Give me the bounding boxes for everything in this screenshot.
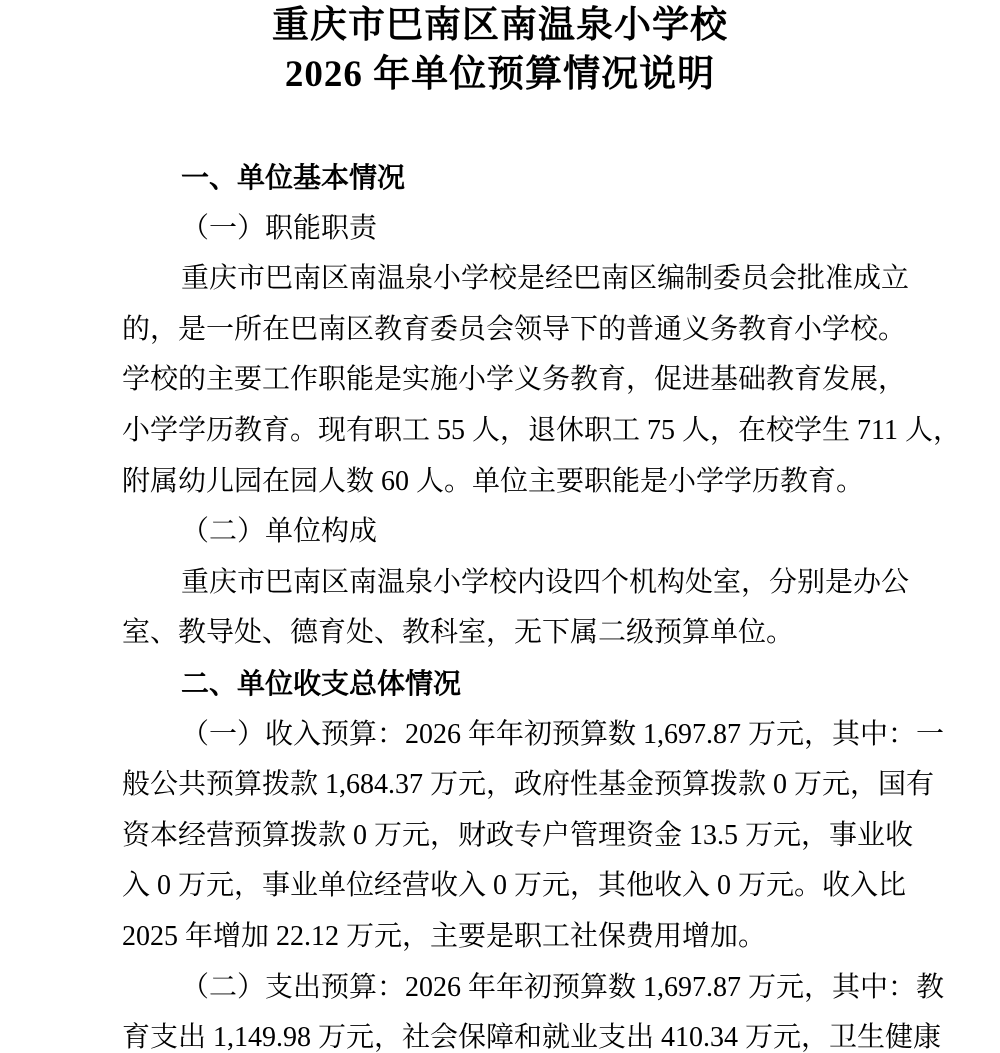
paragraph-line: 小学学历教育。现有职工 55 人，退休职工 75 人，在校学生 711 人，: [122, 414, 961, 446]
document-body: [122, 153, 961, 1053]
subsection-heading-1-2: （二）单位构成: [181, 516, 378, 548]
document-title-line-2: 2026 年单位预算情况说明: [284, 54, 716, 95]
section-heading-2: 二、单位收支总体情况: [181, 667, 462, 699]
paragraph-line: 入 0 万元，事业单位经营收入 0 万元，其他收入 0 万元。收入比: [122, 870, 907, 902]
paragraph-line: 重庆市巴南区南温泉小学校是经巴南区编制委员会批准成立: [181, 263, 910, 295]
section-heading-1: 一、单位基本情况: [181, 162, 406, 193]
document-title: [0, 1, 1000, 99]
paragraph-line: 的，是一所在巴南区教育委员会领导下的普通义务教育小学校。: [122, 313, 907, 345]
subsection-heading-1-1: （一）职能职责: [181, 212, 378, 244]
paragraph-line: 室、教导处、德育处、教科室，无下属二级预算单位。: [122, 617, 795, 649]
paragraph-line: 附属幼儿园在园人数 60 人。单位主要职能是小学学历教育。: [122, 465, 865, 497]
paragraph-line: （二）支出预算：2026 年年初预算数 1,697.87 万元，其中：教: [181, 971, 945, 1003]
paragraph-line: 般公共预算拨款 1,684.37 万元，政府性基金预算拨款 0 万元，国有: [122, 769, 935, 801]
paragraph-line: 育支出 1,149.98 万元，社会保障和就业支出 410.34 万元，卫生健康: [122, 1022, 942, 1053]
paragraph-line: 资本经营预算拨款 0 万元，财政专户管理资金 13.5 万元，事业收: [122, 819, 914, 851]
paragraph-line: 2025 年增加 22.12 万元，主要是职工社保费用增加。: [122, 920, 767, 952]
paragraph-line: （一）收入预算：2026 年年初预算数 1,697.87 万元，其中：一: [181, 718, 945, 750]
paragraph-line: 重庆市巴南区南温泉小学校内设四个机构处室，分别是办公: [181, 566, 910, 598]
document-title-line-1: 重庆市巴南区南温泉小学校: [272, 5, 728, 46]
paragraph-line: 学校的主要工作职能是实施小学义务教育，促进基础教育发展，: [122, 364, 907, 396]
